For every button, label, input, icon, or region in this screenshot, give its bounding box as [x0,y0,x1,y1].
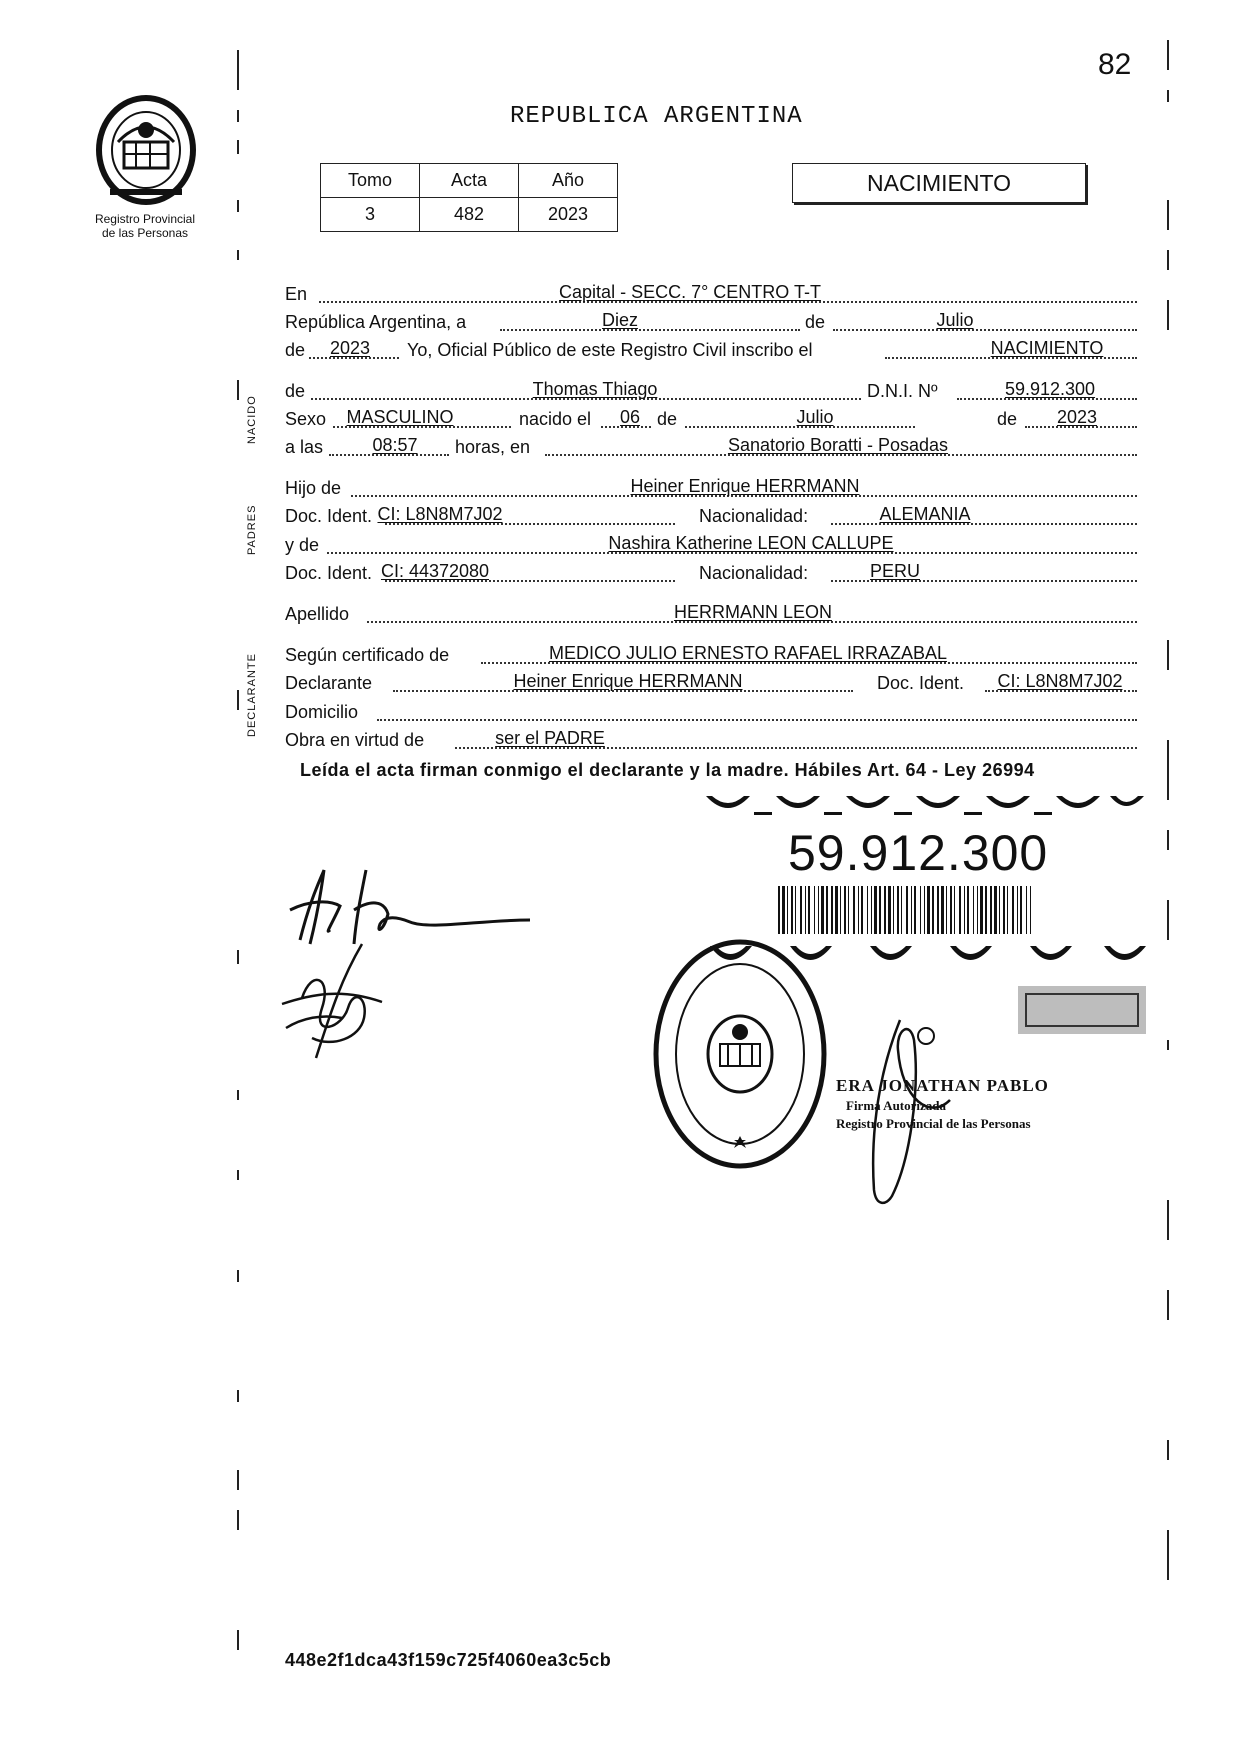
row-segun [285,640,1138,668]
official-office: Registro Provincial de las Personas [836,1116,1031,1131]
official-signature [840,1010,960,1210]
label-segun: Según certificado de [285,645,450,665]
row-en [285,279,1138,307]
label-oficial: Yo, Oficial Público de este Registro Civil inscribo el [407,340,813,360]
row-apellido [285,599,1138,627]
label-nacionalidad: Nacionalidad: [699,506,809,526]
side-label-padres: PADRES [246,504,258,556]
side-label-declarante: DECLARANTE [246,653,258,737]
label-nacido-el: nacido el [519,409,592,429]
label-a-las: a las [285,437,324,457]
page-number: 82 [1098,48,1132,81]
row-hijo [285,473,1138,501]
value-birth-year: 2023 [1056,407,1098,427]
row-mother-doc [285,558,1138,586]
left-margin-marks [232,50,244,1650]
label-horas: horas, en [455,437,531,457]
reference-table [320,163,618,232]
value-place: Sanatorio Boratti - Posadas [727,435,949,455]
label-de: de [805,312,826,332]
row-nombre [285,376,1138,404]
value-day: Diez [601,310,639,330]
barcode [778,886,1034,934]
record-type-box: NACIMIENTO [792,163,1086,203]
label-obra: Obra en virtud de [285,730,425,750]
value-birth-month: Julio [796,407,834,427]
right-margin-marks [1156,40,1180,1720]
label-sexo: Sexo [285,409,327,429]
label-doc: Doc. Ident. [285,506,373,526]
label-en: En [285,284,308,304]
footer-hash: 448e2f1dca43f159c725f4060ea3c5cb [285,1650,612,1670]
label-year-prefix: de [285,340,306,360]
label-de3: de [657,409,678,429]
value-birth-day: 06 [619,407,641,427]
row-father-doc [285,501,1138,529]
row-madre [285,530,1138,558]
value-acta: 482 [420,198,519,232]
value-anio: 2023 [519,198,618,232]
value-time: 08:57 [372,435,418,455]
value-tomo: 3 [321,198,420,232]
row-anio [285,335,1138,363]
declarant-signature [280,860,540,950]
seal-caption-line2: de las Personas [101,226,189,240]
row-hora [285,432,1138,460]
value-mother-doc: CI: 44372080 [380,561,490,581]
label-de2: de [285,381,306,401]
row-declarante [285,668,1138,696]
registry-seal [90,92,202,212]
label-dni: D.N.I. Nº [867,381,938,401]
label-domicilio: Domicilio [285,702,359,722]
official-role: Firma Autorizada [846,1098,947,1113]
label-de4: de [997,409,1018,429]
value-declarante-doc: CI: L8N8M7J02 [997,671,1123,691]
label-declarante: Declarante [285,673,373,693]
closing-statement: Leída el acta firman conmigo el declarante y la madre. Hábiles Art. 64 - Ley 26994 [300,760,1035,780]
value-sexo: MASCULINO [346,407,454,427]
header-anio: Año [519,164,618,198]
dni-large-number: 59.912.300 [788,825,1049,881]
value-father: Heiner Enrique HERRMANN [630,476,860,496]
seal-caption [80,212,210,240]
value-mother-nat: PERU [869,561,921,581]
value-father-nat: ALEMANIA [879,504,971,524]
value-apellido: HERRMANN LEON [673,602,833,622]
official-name: ERA JONATHAN PABLO [836,1076,1049,1095]
value-segun: MEDICO JULIO ERNESTO RAFAEL IRRAZABAL [548,643,948,663]
value-mother: Nashira Katherine LEON CALLUPE [608,533,894,553]
row-fecha [285,307,1138,335]
row-sexo [285,404,1138,432]
page-title: REPUBLICA ARGENTINA [510,103,803,130]
value-dni: 59.912.300 [1004,379,1096,399]
official-stamp [650,936,830,1172]
value-month: Julio [936,310,974,330]
label-y-de: y de [285,535,320,555]
label-hijo: Hijo de [285,478,342,498]
value-en: Capital - SECC. 7° CENTRO T-T [559,282,821,302]
row-domicilio [285,697,1138,725]
value-inscribe: NACIMIENTO [990,338,1104,358]
value-father-doc: CI: L8N8M7J02 [377,504,503,524]
value-declarante: Heiner Enrique HERRMANN [513,671,743,691]
value-obra: ser el PADRE [495,728,605,748]
row-obra [285,725,1138,753]
mother-signature [272,938,402,1068]
label-nacionalidad2: Nacionalidad: [699,563,809,583]
seal-caption-line1: Registro Provincial [94,212,196,226]
label-republica: República Argentina, a [285,312,467,332]
label-doc3: Doc. Ident. [877,673,965,693]
value-year: 2023 [329,338,371,358]
label-doc2: Doc. Ident. [285,563,373,583]
side-label-nacido: NACIDO [246,395,258,445]
label-apellido: Apellido [285,604,350,624]
security-pattern-top [706,792,1146,820]
value-name: Thomas Thiago [532,379,658,399]
header-tomo: Tomo [321,164,420,198]
header-acta: Acta [420,164,519,198]
